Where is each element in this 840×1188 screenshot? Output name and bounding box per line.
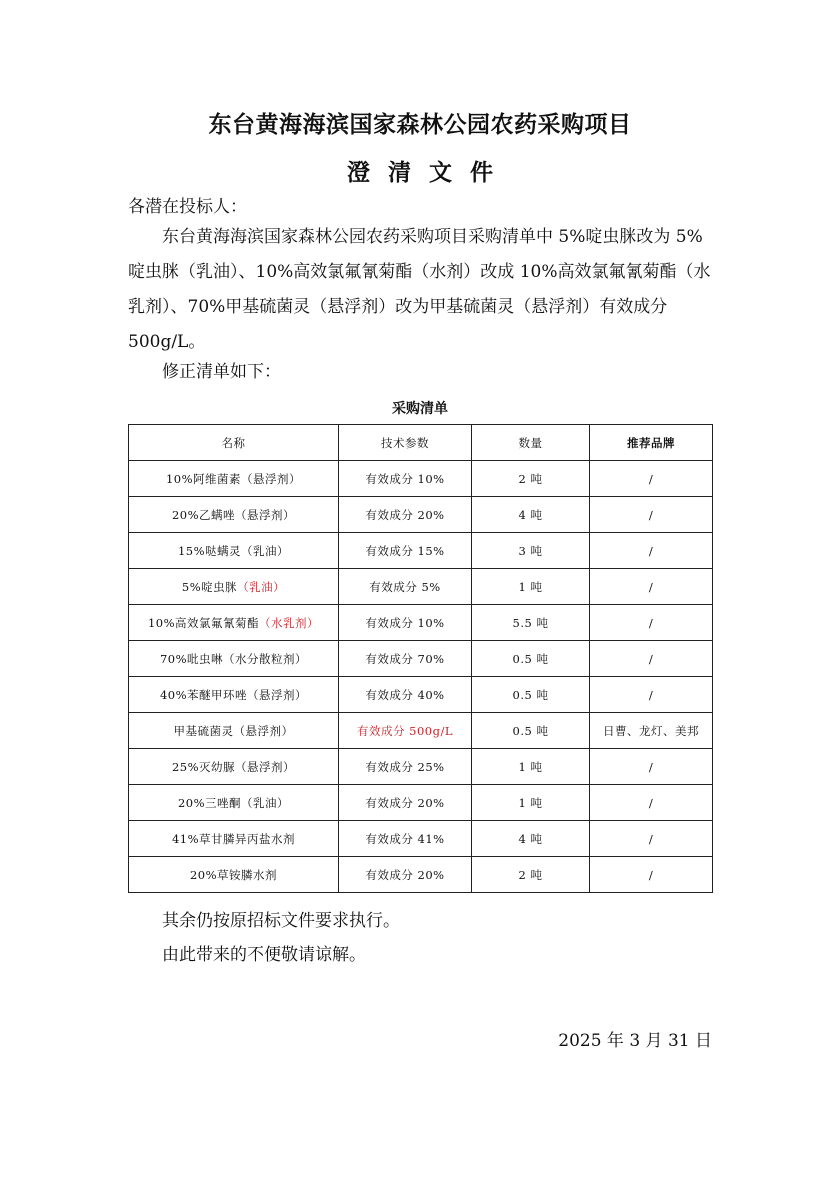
table-row (129, 533, 713, 569)
cell-spec: 有效成分 41% (339, 821, 472, 857)
cell-quantity: 1 吨 (472, 749, 590, 785)
item-name-revision: （乳油） (237, 579, 286, 594)
cell-spec: 有效成分 15% (339, 533, 472, 569)
header-quantity: 数量 (472, 425, 590, 461)
item-name: 甲基硫菌灵（悬浮剂） (173, 723, 294, 738)
cell-brand: / (590, 677, 713, 713)
header-name: 名称 (129, 425, 339, 461)
cell-quantity: 0.5 吨 (472, 713, 590, 749)
table-row (129, 857, 713, 893)
item-name: 20%草铵膦水剂 (189, 867, 278, 882)
cell-name (129, 713, 339, 749)
table-row (129, 569, 713, 605)
cell-name (129, 641, 339, 677)
item-name-revision: （水乳剂） (259, 615, 320, 630)
item-name: 41%草甘膦异丙盐水剂 (171, 831, 296, 846)
cell-name (129, 749, 339, 785)
closing-line-apology: 由此带来的不便敬请谅解。 (162, 945, 366, 965)
table-row (129, 497, 713, 533)
cell-quantity: 2 吨 (472, 857, 590, 893)
document-date: 2025 年 3 月 31 日 (558, 1031, 712, 1051)
table-row (129, 821, 713, 857)
cell-spec-revised: 有效成分 500g/L (339, 713, 472, 749)
cell-name (129, 461, 339, 497)
cell-name (129, 569, 339, 605)
cell-brand: / (590, 605, 713, 641)
cell-quantity: 0.5 吨 (472, 677, 590, 713)
cell-brand: / (590, 785, 713, 821)
cell-spec: 有效成分 20% (339, 497, 472, 533)
document-title: 东台黄海海滨国家森林公园农药采购项目 (208, 112, 632, 138)
cell-quantity: 5.5 吨 (472, 605, 590, 641)
cell-spec: 有效成分 20% (339, 857, 472, 893)
cell-brand: / (590, 497, 713, 533)
cell-quantity: 1 吨 (472, 569, 590, 605)
item-name: 20%三唑酮（乳油） (177, 795, 290, 810)
table-row (129, 713, 713, 749)
table-row (129, 677, 713, 713)
item-name: 40%苯醚甲环唑（悬浮剂） (159, 687, 308, 702)
item-name: 70%吡虫啉（水分散粒剂） (159, 651, 308, 666)
cell-spec: 有效成分 25% (339, 749, 472, 785)
table-row (129, 749, 713, 785)
revised-list-intro: 修正清单如下： (162, 362, 281, 382)
cell-spec: 有效成分 70% (339, 641, 472, 677)
cell-brand: / (590, 641, 713, 677)
table-header-row (129, 425, 713, 461)
header-spec: 技术参数 (339, 425, 472, 461)
item-name: 20%乙螨唑（悬浮剂） (171, 507, 296, 522)
cell-quantity: 3 吨 (472, 533, 590, 569)
cell-name (129, 533, 339, 569)
cell-quantity: 4 吨 (472, 821, 590, 857)
item-name: 15%哒螨灵（乳油） (177, 543, 290, 558)
cell-spec: 有效成分 10% (339, 461, 472, 497)
cell-name (129, 857, 339, 893)
item-name: 5%啶虫脒 (181, 579, 238, 594)
item-name: 10%阿维菌素（悬浮剂） (165, 471, 302, 486)
greeting: 各潜在投标人： (128, 197, 247, 217)
cell-brand: / (590, 461, 713, 497)
cell-spec: 有效成分 5% (339, 569, 472, 605)
clarification-paragraph: 东台黄海海滨国家森林公园农药采购项目采购清单中 5%啶虫脒改为 5%啶虫脒（乳油）、10%高效氯氟氰菊酯（水剂）改成 10%高效氯氟氰菊酯（水乳剂）、70%甲基硫菌灵（悬浮剂）改为甲基硫菌灵（悬浮剂）有效成分 500g/L。 (128, 227, 711, 352)
table-row (129, 785, 713, 821)
cell-name (129, 821, 339, 857)
cell-spec: 有效成分 20% (339, 785, 472, 821)
item-name: 25%灭幼脲（悬浮剂） (171, 759, 296, 774)
cell-quantity: 0.5 吨 (472, 641, 590, 677)
cell-brand: / (590, 821, 713, 857)
header-brand: 推荐品牌 (590, 425, 713, 461)
cell-quantity: 2 吨 (472, 461, 590, 497)
cell-name (129, 497, 339, 533)
cell-quantity: 1 吨 (472, 785, 590, 821)
table-row (129, 461, 713, 497)
table-row (129, 641, 713, 677)
cell-brand: / (590, 533, 713, 569)
item-name: 10%高效氯氟氰菊酯 (147, 615, 260, 630)
table-row (129, 605, 713, 641)
document-subtitle: 澄清文件 (347, 160, 511, 186)
cell-name (129, 605, 339, 641)
purchase-list-table (128, 424, 713, 893)
cell-quantity: 4 吨 (472, 497, 590, 533)
cell-brand: 日曹、龙灯、美邦 (590, 713, 713, 749)
closing-line-remaining-terms: 其余仍按原招标文件要求执行。 (162, 911, 400, 931)
table-caption: 采购清单 (392, 401, 448, 417)
cell-name (129, 785, 339, 821)
cell-brand: / (590, 749, 713, 785)
cell-spec: 有效成分 40% (339, 677, 472, 713)
cell-brand: / (590, 569, 713, 605)
cell-name (129, 677, 339, 713)
cell-brand: / (590, 857, 713, 893)
cell-spec: 有效成分 10% (339, 605, 472, 641)
